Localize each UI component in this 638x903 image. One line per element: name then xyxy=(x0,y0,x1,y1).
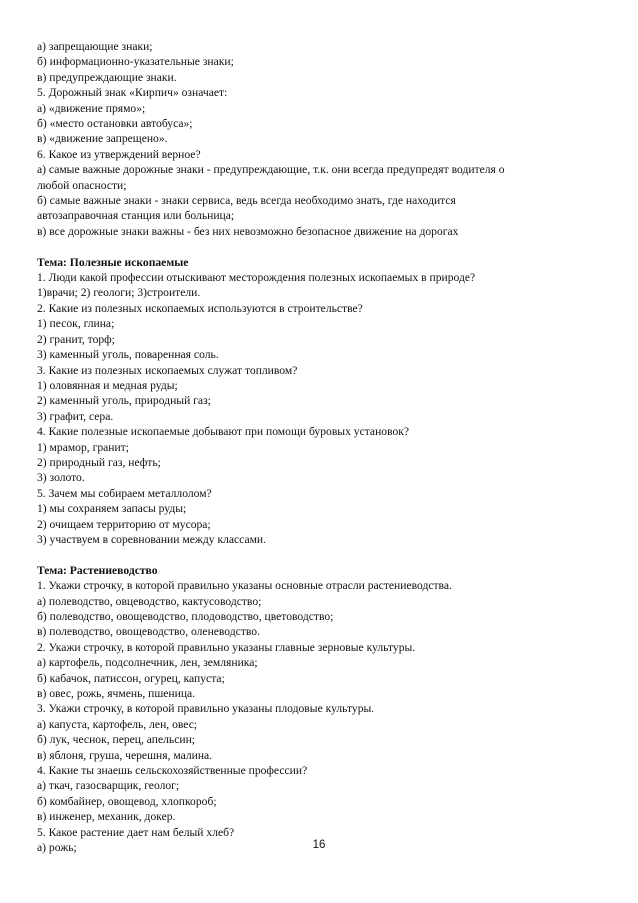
text-line: б) самые важные знаки - знаки сервиса, ведь всегда необходимо знать, где находится xyxy=(37,194,456,208)
text-line: 3) каменный уголь, поваренная соль. xyxy=(37,348,219,362)
section-heading: Тема: Полезные ископаемые xyxy=(37,255,189,269)
text-line: в) полеводство, овощеводство, оленеводство. xyxy=(37,625,260,639)
text-line: в) «движение запрещено». xyxy=(37,132,168,146)
text-line: а) рожь; xyxy=(37,841,77,855)
text-line: б) информационно-указательные знаки; xyxy=(37,55,234,69)
text-line: 1) мрамор, гранит; xyxy=(37,440,129,454)
paragraph-gap xyxy=(37,547,603,562)
paragraph-gap xyxy=(37,239,603,254)
text-line: 4. Какие ты знаешь сельскохозяйственные профессии? xyxy=(37,764,308,778)
section-heading: Тема: Растениеводство xyxy=(37,563,158,577)
text-line: 5. Какое растение дает нам белый хлеб? xyxy=(37,825,235,839)
text-line: 3. Какие из полезных ископаемых служат топливом? xyxy=(37,363,298,377)
text-line: а) полеводство, овцеводство, кактусоводство; xyxy=(37,594,262,608)
text-line: б) комбайнер, овощевод, хлопкороб; xyxy=(37,794,217,808)
text-line: 2) гранит, торф; xyxy=(37,332,115,346)
text-line: а) ткач, газосварщик, геолог; xyxy=(37,779,180,793)
text-line: 3. Укажи строчку, в которой правильно указаны плодовые культуры. xyxy=(37,702,375,716)
text-line: 2. Какие из полезных ископаемых используются в строительстве? xyxy=(37,301,363,315)
text-line: 1) мы сохраняем запасы руды; xyxy=(37,502,187,516)
text-line: 1) оловянная и медная руды; xyxy=(37,378,178,392)
text-line: 2. Укажи строчку, в которой правильно указаны главные зерновые культуры. xyxy=(37,640,416,654)
page-content xyxy=(37,39,603,856)
quiz-section-minerals xyxy=(37,255,603,548)
quiz-section-crop-farming xyxy=(37,563,603,856)
text-line: 6. Какое из утверждений верное? xyxy=(37,147,201,161)
text-line: 4. Какие полезные ископаемые добывают при помощи буровых установок? xyxy=(37,425,410,439)
text-line: в) овес, рожь, ячмень, пшеница. xyxy=(37,687,196,701)
text-line: 2) каменный уголь, природный газ; xyxy=(37,394,211,408)
quiz-block-road-signs xyxy=(37,39,603,239)
text-line: б) «место остановки автобуса»; xyxy=(37,117,193,131)
text-line: любой опасности; xyxy=(37,178,127,192)
text-line: б) лук, чеснок, перец, апельсин; xyxy=(37,733,195,747)
text-line: а) самые важные дорожные знаки - предупреждающие, т.к. они всегда предупредят водителя о xyxy=(37,163,505,177)
text-line: 1. Люди какой профессии отыскивают месторождения полезных ископаемых в природе? xyxy=(37,271,476,285)
text-line: 1. Укажи строчку, в которой правильно указаны основные отрасли растениеводства. xyxy=(37,579,452,593)
text-line: в) предупреждающие знаки. xyxy=(37,70,177,84)
text-line: 5. Дорожный знак «Кирпич» означает: xyxy=(37,86,228,100)
text-line: 3) графит, сера. xyxy=(37,409,114,423)
text-line: 1)врачи; 2) геологи; 3)строители. xyxy=(37,286,201,300)
text-line: б) полеводство, овощеводство, плодоводство, цветоводство; xyxy=(37,610,334,623)
text-line: автозаправочная станция или больница; xyxy=(37,209,235,223)
text-line: в) яблоня, груша, черешня, малина. xyxy=(37,748,213,762)
text-line: в) все дорожные знаки важны - без них невозможно безопасное движение на дорогах xyxy=(37,224,459,238)
text-line: а) «движение прямо»; xyxy=(37,101,146,115)
text-line: 1) песок, глина; xyxy=(37,317,115,331)
text-line: 5. Зачем мы собираем металлолом? xyxy=(37,486,212,500)
text-line: в) инженер, механик, докер. xyxy=(37,810,176,824)
text-line: 2) природный газ, нефть; xyxy=(37,455,161,469)
text-line: 3) золото. xyxy=(37,471,85,485)
text-line: а) картофель, подсолнечник, лен, земляника; xyxy=(37,656,258,670)
text-line: 3) участвуем в соревновании между классами. xyxy=(37,532,267,546)
text-line: а) капуста, картофель, лен, овес; xyxy=(37,717,198,731)
text-line: а) запрещающие знаки; xyxy=(37,40,153,53)
text-line: 2) очищаем территорию от мусора; xyxy=(37,517,211,531)
page-number: 16 xyxy=(312,839,326,851)
text-line: б) кабачок, патиссон, огурец, капуста; xyxy=(37,671,225,685)
